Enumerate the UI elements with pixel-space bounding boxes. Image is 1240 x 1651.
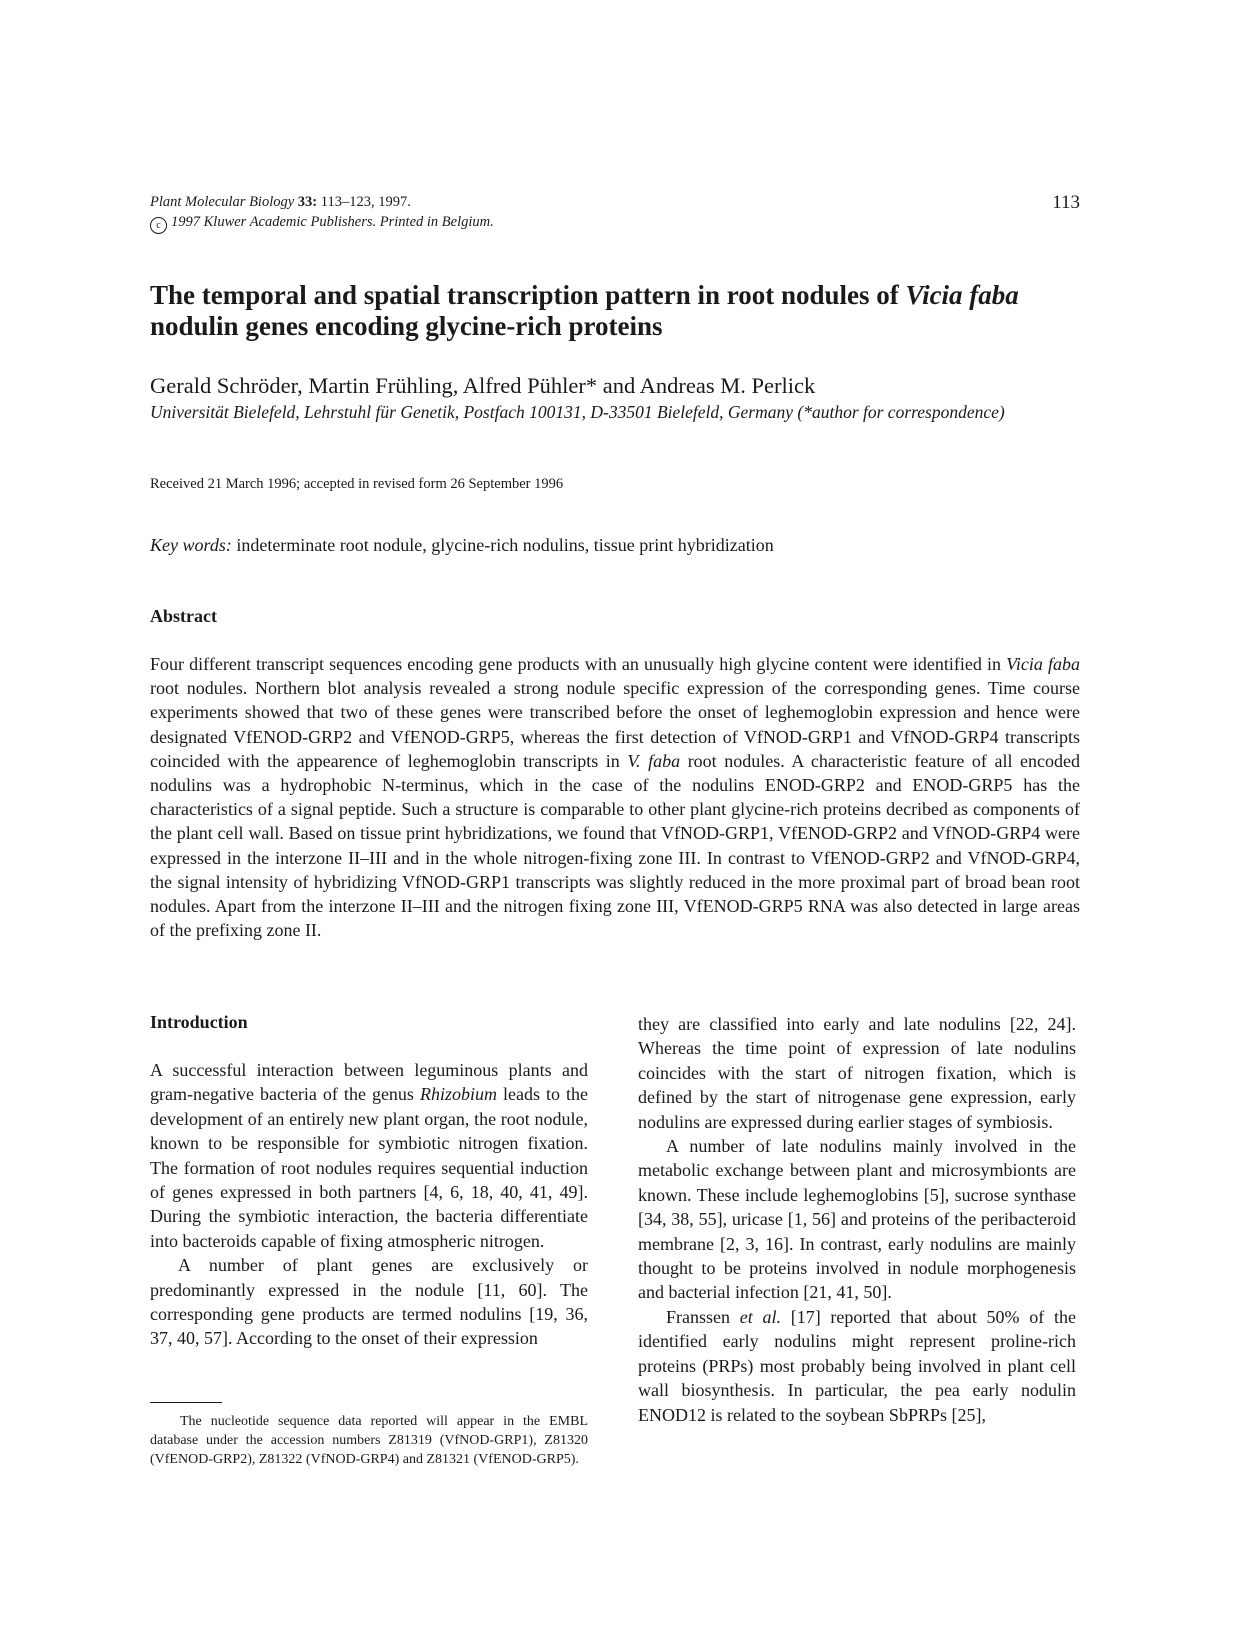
intro-paragraph: A number of late nodulins mainly involved in the metabolic exchange between plant and microsymbionts are known. These include leghemoglobins [5], sucrose synthase [34, 38, 55], uricase [1, 56] and proteins of the peribacteroid membrane [2, 3, 16]. In contrast, early nodulins are mainly thought to be proteins involved in nodule morphogenesis and bacterial infection [21, 41, 50]. [638, 1136, 1076, 1303]
copyright-text: 1997 Kluwer Academic Publishers. Printed in Belgium. [171, 214, 494, 230]
keywords [150, 533, 1080, 557]
affiliation: Universität Bielefeld, Lehrstuhl für Genetik, Postfach 100131, D-33501 Bielefeld, Germany (*author for correspondence) [150, 402, 1005, 422]
title-species: Vicia faba [905, 280, 1019, 310]
abstract-species: Vicia faba [1006, 654, 1080, 674]
intro-paragraph [638, 1305, 1076, 1427]
abstract-text: root nodules. A characteristic feature of all encoded nodulins was a hydrophobic N-terminus, which in the case of the nodulins ENOD-GRP2 and ENOD-GRP5 has the characteristics of a signal peptide. Such a structure is comparable to other plant glycine-rich proteins decribed as components of the plant cell wall. Based on tissue print hybridizations, we found that VfNOD-GRP1, VfENOD-GRP2 and VfNOD-GRP4 were expressed in the interzone II–III and in the whole nitrogen-fixing zone III. In contrast to VfENOD-GRP2 and VfNOD-GRP4, the signal intensity of hybridizing VfNOD-GRP1 transcripts was slightly reduced in the more proximal part of broad bean root nodules. Apart from the interzone II–III and the nitrogen fixing zone III, VfENOD-GRP5 RNA was also detected in large areas of the prefixing zone II. [150, 750, 1080, 941]
introduction-heading: Introduction [150, 1012, 248, 1032]
journal-citation [150, 192, 1080, 212]
keywords-label: Key words: [150, 535, 232, 555]
page-number: 113 [1052, 192, 1080, 213]
received-dates: Received 21 March 1996; accepted in revised form 26 September 1996 [150, 476, 564, 492]
genus-name: Rhizobium [419, 1084, 497, 1105]
abstract-text: root nodules. Northern blot analysis revealed a strong nodule specific expression of the corresponding genes. Time course experiments showed that two of these genes were transcribed before the onset of leghemoglobin expression and hence were designated VfENOD-GRP2 and VfENOD-GRP5, whereas the first detection of VfNOD-GRP1 and VfNOD-GRP4 transcripts coincided with the appearence of leghemoglobin transcripts in [150, 678, 1080, 771]
right-column [638, 1012, 1076, 1427]
paragraph-text: [17] reported that about 50% of the identified early nodulins might represent proline-rich proteins (PRPs) most probably being involved in plant cell wall biosynthesis. In particular, the pea early nodulin ENOD12 is related to the soybean SbPRPs [25], [638, 1306, 1077, 1425]
paragraph-text: A successful interaction between leguminous plants and gram-negative bacteria of the genus [150, 1060, 588, 1105]
journal-header [150, 192, 1080, 234]
copyright-icon: c [150, 217, 167, 234]
left-column [150, 1058, 588, 1351]
copyright-line [150, 212, 1080, 234]
et-al: et al. [739, 1306, 781, 1327]
title-line2: nodulin genes encoding glycine-rich proteins [150, 311, 663, 341]
intro-paragraph: they are classified into early and late nodulins [22, 24]. Whereas the time point of expression of late nodulins coincides with the start of nitrogen fixation, which is defined by the start of nitrogenase gene expression, early nodulins are expressed during earlier stages of symbiosis. [638, 1014, 1076, 1132]
abstract-body [150, 652, 1080, 942]
keywords-text: indeterminate root nodule, glycine-rich nodulins, tissue print hybridization [236, 535, 774, 555]
journal-name: Plant Molecular Biology [150, 194, 295, 210]
intro-paragraph: A number of plant genes are exclusively or predominantly expressed in the nodule [11, 60]. The corresponding gene products are termed nodulins [19, 36, 37, 40, 57]. According to the onset of their expression [150, 1255, 588, 1349]
footnote: The nucleotide sequence data reported will appear in the EMBL database under the accession numbers Z81319 (VfNOD-GRP1), Z81320 (VfENOD-GRP2), Z81322 (VfNOD-GRP4) and Z81321 (VfENOD-GRP5). [150, 1414, 588, 1467]
journal-pages-year: 113–123, 1997. [320, 194, 411, 210]
title-main: The temporal and spatial transcription pattern in root nodules of [150, 280, 906, 310]
authors: Gerald Schröder, Martin Frühling, Alfred Pühler* and Andreas M. Perlick [150, 373, 816, 398]
article-title [150, 280, 1080, 342]
abstract-heading: Abstract [150, 606, 217, 626]
journal-volume: 33: [297, 194, 318, 210]
abstract-text: Four different transcript sequences encoding gene products with an unusually high glycine content were identified in [150, 654, 1007, 674]
paragraph-text: Franssen [666, 1306, 740, 1327]
paragraph-text: leads to the development of an entirely new plant organ, the root nodule, known to be responsible for symbiotic nitrogen fixation. The formation of root nodules requires sequential induction of genes expressed in both partners [4, 6, 18, 40, 41, 49]. During the symbiotic interaction, the bacteria differentiate into bacteroids capable of fixing atmospheric nitrogen. [150, 1084, 588, 1251]
footnote-divider [150, 1402, 222, 1403]
abstract-species: V. faba [627, 750, 681, 771]
intro-paragraph [150, 1058, 588, 1253]
